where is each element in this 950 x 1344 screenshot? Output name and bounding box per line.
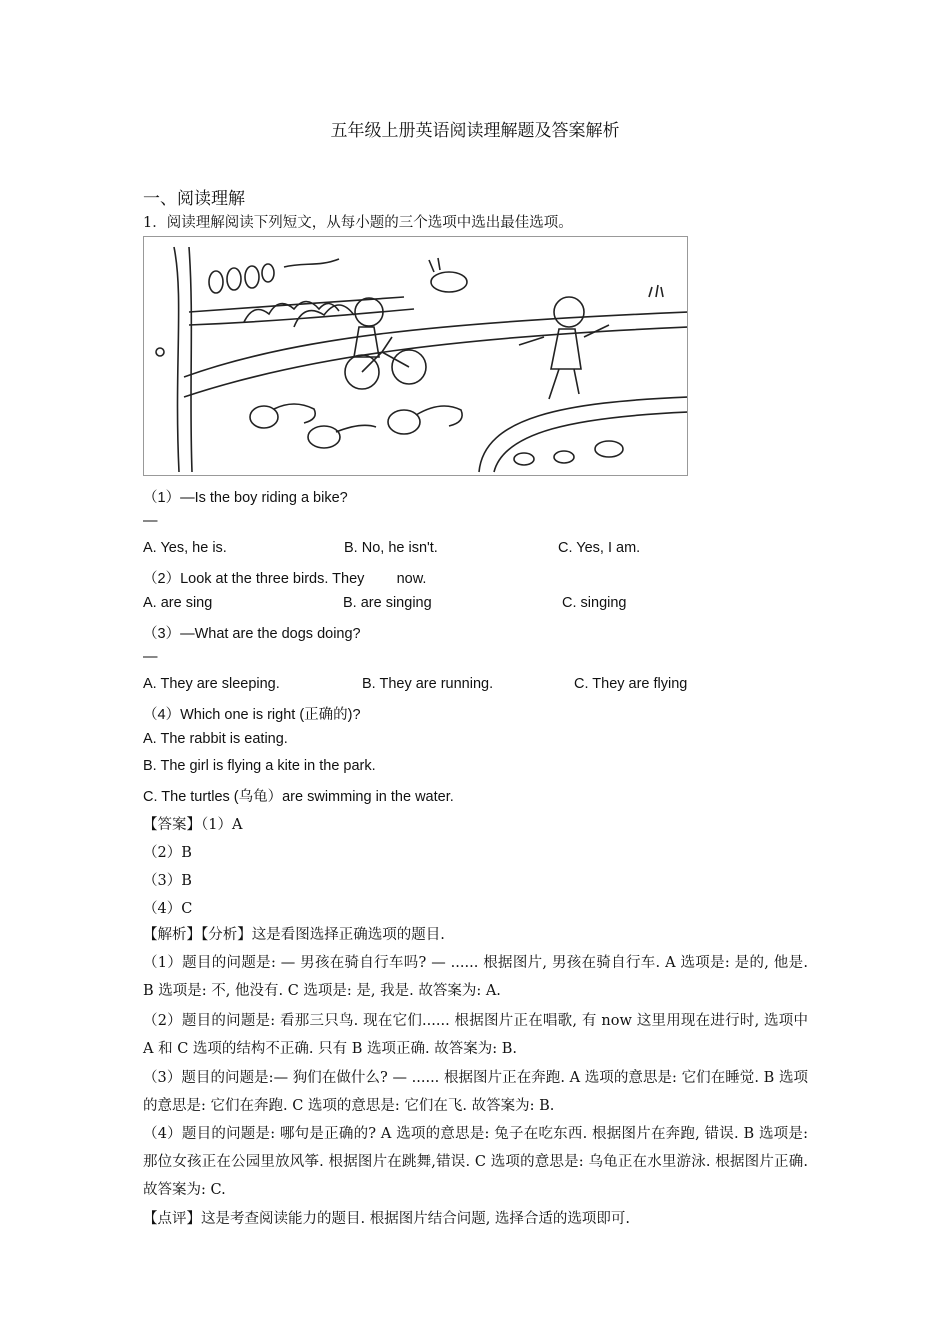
question-2-option-a: A. are sing <box>143 595 213 611</box>
question-intro: 1．阅读理解阅读下列短文，从每小题的三个选项中选出最佳选项。 <box>143 215 573 231</box>
section-heading: 一、阅读理解 <box>143 189 245 209</box>
question-4-option-b: B. The girl is flying a kite in the park. <box>143 758 376 774</box>
analysis-paragraph-4: （4）题目的问题是: 哪句是正确的? A 选项的意思是: 兔子在吃东西. 根据图片在奔跑, 错误. B 选项是: 那位女孩正在公园里放风筝. 根据图片在跳舞,错误. C 选项的意思是: 乌龟正在水里游泳. 根据图片正确. 故答案为: C. <box>143 1126 808 1198</box>
page-title: 五年级上册英语阅读理解题及答案解析 <box>330 121 620 141</box>
question-2-stem: （2）Look at the three birds. They now. <box>143 571 427 587</box>
analysis-paragraph-1: （1）题目的问题是: — 男孩在骑自行车吗? — ...... 根据图片, 男孩在骑自行车. A 选项是: 是的, 他是. B 选项是: 不, 他没有. C 选项是: 是, 我是. 故答案为: A. <box>143 955 808 999</box>
question-4-stem: （4）Which one is right (正确的)? <box>143 707 361 723</box>
question-1-option-b: B. No, he isn't. <box>344 540 438 556</box>
question-1-reply: — <box>143 513 158 529</box>
question-1-option-c: C. Yes, I am. <box>558 540 641 556</box>
answer-4: （4）C <box>143 901 193 917</box>
question-4-option-c: C. The turtles (乌龟）are swimming in the water. <box>143 789 454 805</box>
question-2-option-b: B. are singing <box>343 595 432 611</box>
analysis-intro: 【解析】【分析】这是看图选择正确选项的题目. <box>143 927 445 943</box>
question-3-option-a: A. They are sleeping. <box>143 676 280 692</box>
answer-2: （2）B <box>143 845 192 861</box>
question-1-option-a: A. Yes, he is. <box>143 540 227 556</box>
question-3-option-b: B. They are running. <box>362 676 494 692</box>
question-2-option-c: C. singing <box>562 595 627 611</box>
analysis-paragraph-2: （2）题目的问题是: 看那三只鸟. 现在它们...... 根据图片正在唱歌, 有 now 这里用现在进行时, 选项中 A 和 C 选项的结构不正确. 只有 B 选项正确. 故答案为: B. <box>143 1013 808 1057</box>
park-illustration <box>143 236 688 476</box>
question-3-option-c: C. They are flying <box>574 676 688 692</box>
question-1-stem: （1）—Is the boy riding a bike? <box>143 490 348 506</box>
answer-3: （3）B <box>143 873 192 889</box>
analysis-comment: 【点评】这是考查阅读能力的题目. 根据图片结合问题, 选择合适的选项即可. <box>143 1211 631 1227</box>
question-4-option-a: A. The rabbit is eating. <box>143 731 288 747</box>
question-3-stem: （3）—What are the dogs doing? <box>143 626 361 642</box>
answer-label: 【答案】（1）A <box>143 817 243 833</box>
question-3-reply: — <box>143 649 158 665</box>
analysis-paragraph-3: （3）题目的问题是:— 狗们在做什么? — ...... 根据图片正在奔跑. A 选项的意思是: 它们在睡觉. B 选项的意思是: 它们在奔跑. C 选项的意思是: 它们在飞. 故答案为: B. <box>143 1070 808 1114</box>
